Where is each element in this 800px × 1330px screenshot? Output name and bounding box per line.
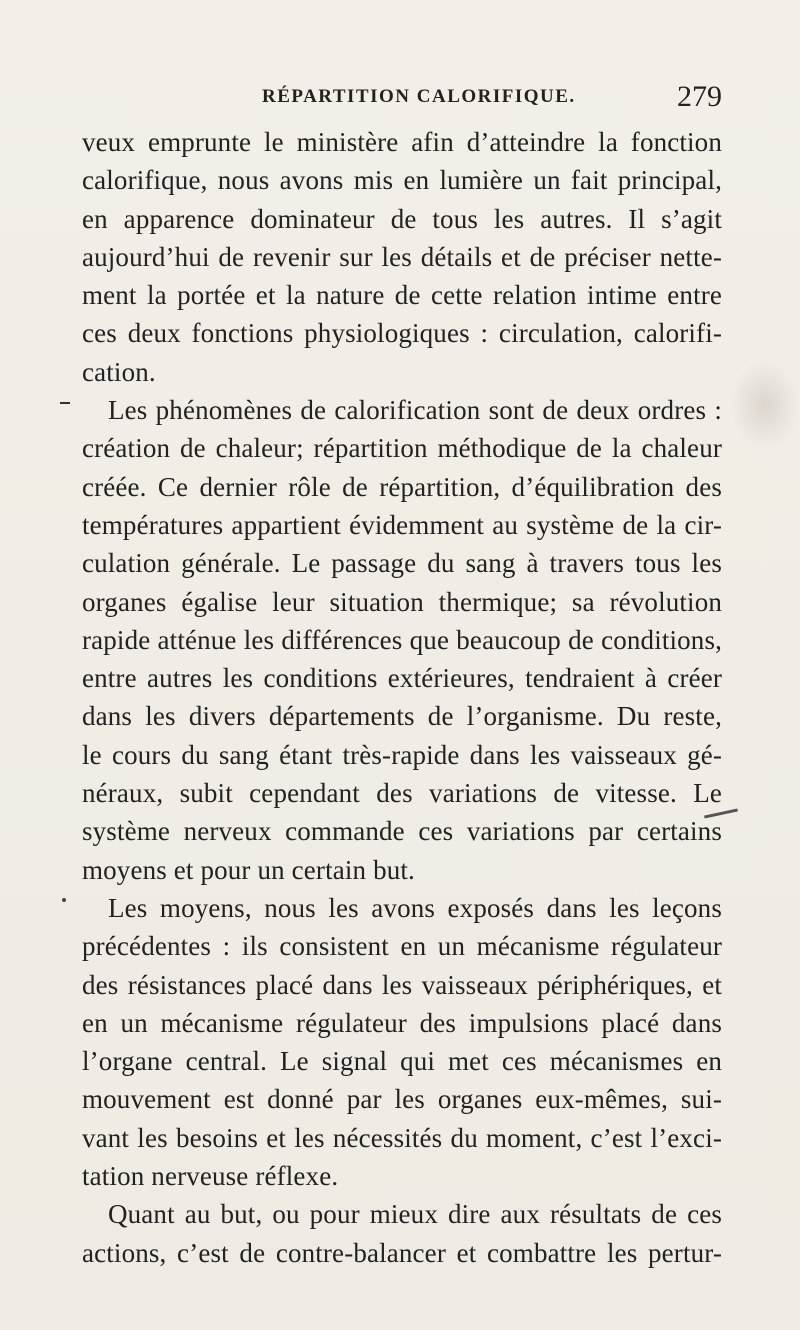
text-line: Quant au but, ou pour mieux dire aux résultats de ces: [108, 1199, 722, 1230]
page-header: [82, 80, 722, 120]
ink-bleed-mark: [730, 360, 800, 450]
text-line: créée. Ce dernier rôle de répartition, d’équilibration des: [82, 471, 722, 502]
text-line: néraux, subit cependant des variations de vitesse. Le: [82, 778, 722, 809]
running-head: RÉPARTITION CALORIFIQUE.: [262, 86, 576, 107]
text-line: mouvement est donné par les organes eux-mêmes, sui-: [82, 1084, 722, 1115]
text-line: ment la portée et la nature de cette relation intime entre: [82, 280, 722, 311]
text-line: en apparence dominateur de tous les autres. Il s’agit: [82, 203, 722, 234]
paragraph-4: [82, 1195, 722, 1272]
text-line: températures appartient évidemment au système de la cir-: [82, 509, 722, 540]
paragraph-2: [82, 391, 722, 889]
text-line: organes égalise leur situation thermique; sa révolution: [82, 586, 722, 617]
text-line: le cours du sang étant très-rapide dans les vaisseaux gé-: [82, 739, 722, 770]
text-line: cation.: [82, 356, 156, 387]
paragraph-1: [82, 123, 722, 391]
text-line: dans les divers départements de l’organisme. Du reste,: [82, 701, 722, 732]
text-line: entre autres les conditions extérieures, tendraient à créer: [82, 663, 722, 694]
margin-dot-mark: [62, 898, 66, 902]
text-line: Les moyens, nous les avons exposés dans les leçons: [108, 892, 722, 923]
margin-dash-mark: [60, 402, 70, 404]
text-line: tation nerveuse réflexe.: [82, 1161, 339, 1192]
body-text: [82, 123, 722, 1272]
text-line: système nerveux commande ces variations par certains: [82, 816, 722, 847]
text-line: actions, c’est de contre-balancer et combattre les pertur-: [82, 1237, 722, 1268]
text-line: rapide atténue les différences que beaucoup de conditions,: [82, 624, 722, 655]
text-line: création de chaleur; répartition méthodique de la chaleur: [82, 433, 722, 464]
text-line: en un mécanisme régulateur des impulsions placé dans: [82, 1007, 722, 1038]
text-line: Les phénomènes de calorification sont de deux ordres :: [108, 395, 722, 426]
text-line: calorifique, nous avons mis en lumière un fait principal,: [82, 165, 722, 196]
text-line: culation générale. Le passage du sang à travers tous les: [82, 548, 722, 579]
paragraph-3: [82, 889, 722, 1195]
page-number: 279: [677, 80, 722, 113]
text-line: aujourd’hui de revenir sur les détails et de préciser nette-: [82, 241, 722, 272]
text-line: ces deux fonctions physiologiques : circulation, calorifi-: [82, 318, 722, 349]
text-line: vant les besoins et les nécessités du moment, c’est l’exci-: [82, 1122, 722, 1153]
text-line: précédentes : ils consistent en un mécanisme régulateur: [82, 931, 722, 962]
text-line: des résistances placé dans les vaisseaux périphériques, et: [82, 969, 722, 1000]
text-line: moyens et pour un certain but.: [82, 854, 415, 885]
text-line: l’organe central. Le signal qui met ces mécanismes en: [82, 1046, 722, 1077]
text-line: veux emprunte le ministère afin d’atteindre la fonction: [82, 127, 722, 157]
